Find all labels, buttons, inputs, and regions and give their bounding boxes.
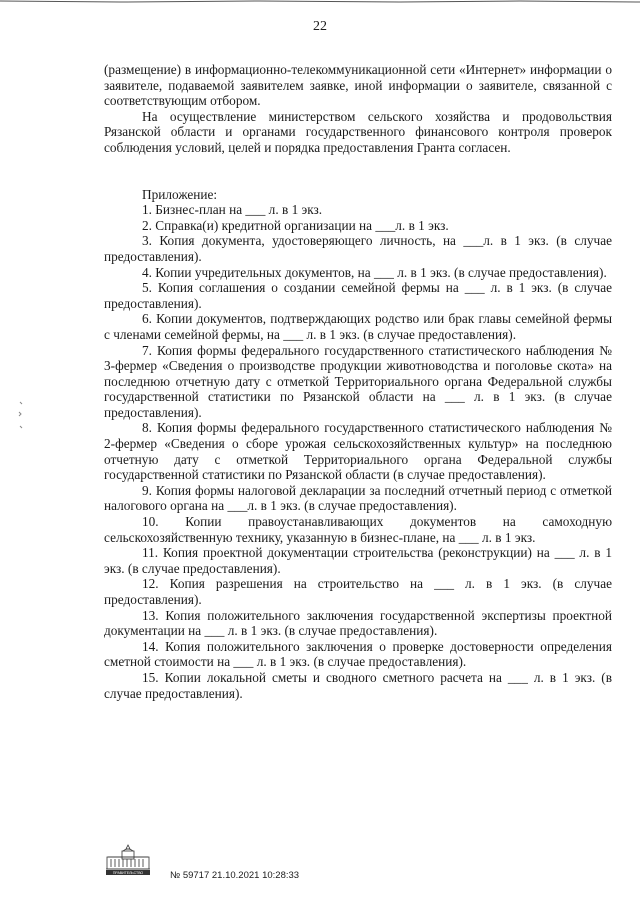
- paragraph-gap: [104, 156, 612, 187]
- attachment-item: 3. Копия документа, удостоверяющего личность, на ___л. в 1 экз. (в случае предоставления).: [104, 233, 612, 264]
- attachment-item: 14. Копия положительного заключения о проверке достоверности определения сметной стоимости на ___ л. в 1 экз. (в случае предоставления).: [104, 638, 612, 670]
- scan-top-edge: [0, 0, 640, 6]
- scan-margin-marks: [16, 400, 30, 440]
- attachment-item: 4. Копии учредительных документов, на ___ л. в 1 экз. (в случае предоставления).: [142, 264, 607, 280]
- attachment-item: 11. Копия проектной документации строительства (реконструкции) на ___ л. в 1 экз. (в случае предоставления).: [104, 545, 612, 576]
- attachments-heading: Приложение:: [142, 186, 218, 202]
- attachment-item: 6. Копии документов, подтверждающих родство или брак главы семейной фермы с членами семейной фермы, на ___ л. в 1 экз. (в случае предоставления).: [104, 311, 612, 342]
- attachment-item: 9. Копия формы налоговой декларации за последний отчетный период с отметкой налогового органа на ___л. в 1 экз. (в случае предоставления).: [104, 482, 612, 514]
- seal-caption: ПРАВИТЕЛЬСТВО: [112, 871, 144, 875]
- attachments-list: [104, 202, 612, 701]
- attachment-item: 7. Копия формы федерального государственного статистического наблюдения № 3-фермер «Сведения о производстве продукции животноводства и поголовье скота» на последнюю отчетную дату с отметкой Территориального органа Федеральной службы государственной статистики по Рязанской области на ___ л. в 1 экз. (в случае предоставления).: [104, 342, 612, 420]
- document-footer: [104, 843, 404, 883]
- attachment-item: 15. Копии локальной сметы и сводного сметного расчета на ___ л. в 1 экз. (в случае предоставления).: [104, 669, 612, 701]
- government-building-logo: [104, 843, 152, 877]
- paragraph-continuation: (размещение) в информационно-телекоммуникационной сети «Интернет» информации о заявителе, подаваемой заявителем заявке, иной информации о заявителе, связанной с соответствующим отбором.: [104, 62, 612, 109]
- page-number: 22: [313, 19, 327, 34]
- attachment-item: 5. Копия соглашения о создании семейной фермы на ___ л. в 1 экз. (в случае предоставления).: [104, 280, 612, 311]
- margin-tick-icon: [16, 400, 30, 440]
- attachment-item: 2. Справка(и) кредитной организации на ___л. в 1 экз.: [142, 217, 449, 233]
- attachment-item: 1. Бизнес-план на ___ л. в 1 экз.: [142, 202, 323, 218]
- document-registration-stamp: № 59717 21.10.2021 10:28:33: [170, 870, 300, 881]
- attachment-item: 8. Копия формы федерального государственного статистического наблюдения № 2-фермер «Сведения о сборе урожая сельскохозяйственных культур» на последнюю отчетную дату с отметкой Территориального органа Федеральной службы государственной статистики по Рязанской области (в случае предоставления).: [104, 420, 612, 483]
- document-body: [104, 62, 612, 701]
- attachment-item: 12. Копия разрешения на строительство на ___ л. в 1 экз. (в случае предоставления).: [104, 576, 612, 607]
- attachment-item: 10. Копии правоустанавливающих документов на самоходную сельскохозяйственную технику, указанную в бизнес-плане, на ___ л. в 1 экз.: [104, 514, 612, 545]
- attachment-item: 13. Копия положительного заключения государственной экспертизы проектной документации на ___ л. в 1 экз. (в случае предоставления).: [104, 607, 612, 639]
- paragraph-consent: На осуществление министерством сельского хозяйства и продовольствия Рязанской области и органами государственного финансового контроля проверок соблюдения условий, целей и порядка предоставления Гранта согласен.: [104, 108, 612, 155]
